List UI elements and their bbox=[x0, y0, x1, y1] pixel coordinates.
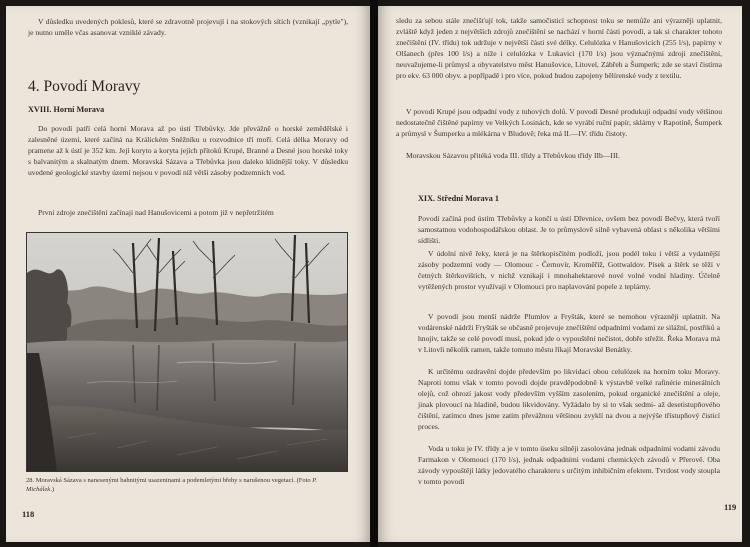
section-title-stredni-morava: XIX. Střední Morava 1 bbox=[418, 194, 499, 203]
chapter-title: 4. Povodí Moravy bbox=[28, 78, 141, 95]
paragraph-stredni-morava-3: V povodí jsou menší nádrže Plumlov a Fryšták, které se nemohou výrazněji uplatnit. Na vodárenské nádrži Fryšták se občasně projevuje znečištění odpadními vodami ze silážní, postřiků a hnojiv, takže se celé povodí musí, pokud jde o vypouštění nečistot, dobře střežit. Řeka Morava má v Litovli několik ramen, takže tomuto městu říkají Moravské Benátky. bbox=[418, 312, 720, 354]
section-title-horni-morava: XVIII. Horní Morava bbox=[28, 105, 105, 114]
paragraph-stredni-morava-1: Povodí začíná pod ústím Třebůvky a končí u ústí Dřevnice, ovšem bez povodí Bečvy, která tvoří samostatnou vodohospodářskou oblast. Je to průmyslově silně vybavená oblast s několika většími sídlišti. bbox=[418, 214, 720, 245]
paragraph-krupa-desna: V povodí Krupé jsou odpadní vody z tuhových dolů. V povodí Desné produkují odpadní vody většinou nedostatečně čištěné papírny ve Velkých Losinách, kde se vyrábí ruční papír, sklárny v Rapotíně, Šumperk a průmysl v Šumperku a mlékárna v Bludově; řeka má II.—IV. třídu čistoty. bbox=[396, 107, 722, 138]
page-number-right: 119 bbox=[724, 502, 737, 512]
book-gutter bbox=[370, 0, 378, 547]
left-page bbox=[6, 6, 370, 542]
paragraph-moravska-sazava: Moravskou Sázavou přitéká voda III. třídy a Třebůvkou třídy IIb—III. bbox=[406, 151, 620, 160]
page-number-left: 118 bbox=[22, 509, 35, 519]
paragraph-pollution-sources: sledu za sebou stále znečišťují tok, takže samočisticí schopnost toku se nemůže ani výrazněji uplatnit, zvláště když jeden z největších zdrojů znečištění se nachází v horní části povodí, a tak si charakter tohoto znečištění (IV. třídu) tok udržuje v největší části své délky. Celulózka v Hanušovicích (255 l/s), papírny v Olšanech (přes 100 l/s) a níže i celulózka v Lukavici (170 l/s) jsou význačnými zdroji znečištění, neuvažujeme-li průmysl a obyvatelstvo měst Hanušovice, Litovel, Zábřeh a Šumperk; zde se staví čistírna pro ekv. 63 000 obyv. a popřípadě i pro více, pokud budou zapojeny bělírenské vody z textilu. bbox=[396, 16, 722, 80]
paragraph-stredni-morava-5: Voda u toku je IV. třídy a je v tomto úseku silněji zasolována jednak odpadními vodami závodu Farmakon v Olomouci (170 l/s), jednak odpadními vodami chemických závodů v Přerově. Oba závody vypouštějí látky jedovatého charakteru s určitým inhibičním efektem. Tvrdost vody stoupla v tomto povodí bbox=[418, 444, 720, 486]
intro-paragraph: V důsledku uvedených poklesů, které se zdravotně projevují i na stokových sítích (vznikají „pytle"), je nutno uměle včas asanovat vzniklé závady. bbox=[28, 17, 348, 37]
paragraph-stredni-morava-4: K určitému ozdravění dojde především po likvidaci obou celulózek na horním toku Moravy. Naproti tomu však v tomto povodí dojde pravděpodobně k výstavbě velké rafinérie minerálních olejů, což ohrozí jakost vody především vyšším zasolením, pokud organické znečištění a oleje, jinak plovoucí na hladině, budou likvidovány. Vyžádalo by si to však sedmi- až desetistupňového čištění, zatímco dnes jsme zatím převážnou většinou zvyklí na dvou a nejvýše třístupňový čisticí proces. bbox=[418, 367, 720, 431]
photo-caption: 28. Moravská Sázava s nanesenými bahnitými usazeninami a podemletými břehy s narušenou vegetací. (Foto P. Michálek.) bbox=[26, 477, 318, 493]
paragraph-stredni-morava-2: V údolní nivě řeky, která je na štěrkopísčitém podloží, jsou podél toku i větší a vydatnější zásoby podzemní vody — Olomouc - Černovír, Kroměříž, Gottwaldov. Písek a štěrk se těží v četných štěrkovištích, v nichž vznikají i mnohahektarové nové volné vodní hladiny. Účelně vytěžených prostor využívají v Olomouci pro naplavování popele z teplárny. bbox=[418, 249, 720, 291]
right-page bbox=[378, 6, 742, 542]
paragraph-horni-morava-1: Do povodí patří celá horní Morava až po ústí Třebůvky. Jde převážně o horské zemědělské i zalesněné území, které začíná na Králickém Sněžníku u rozvodnice tří moří. Celá délka Moravy od pramene až k ústí je 352 km. Její koryto a koryta jejích přítoků Krupé, Branné a Desné jsou horské toky s balvanitým a skalnatým dnem. Moravská Sázava a Třebůvka jsou daleko klidnější toky. V důsledku uvedené geologické stavby území nejsou v povodí níž větší zásoby podzemních vod. bbox=[28, 124, 348, 177]
river-photo bbox=[26, 232, 348, 472]
paragraph-horni-morava-2: První zdroje znečištění začínají nad Hanušovicemi a potom již v nepřetržitém bbox=[38, 208, 274, 217]
